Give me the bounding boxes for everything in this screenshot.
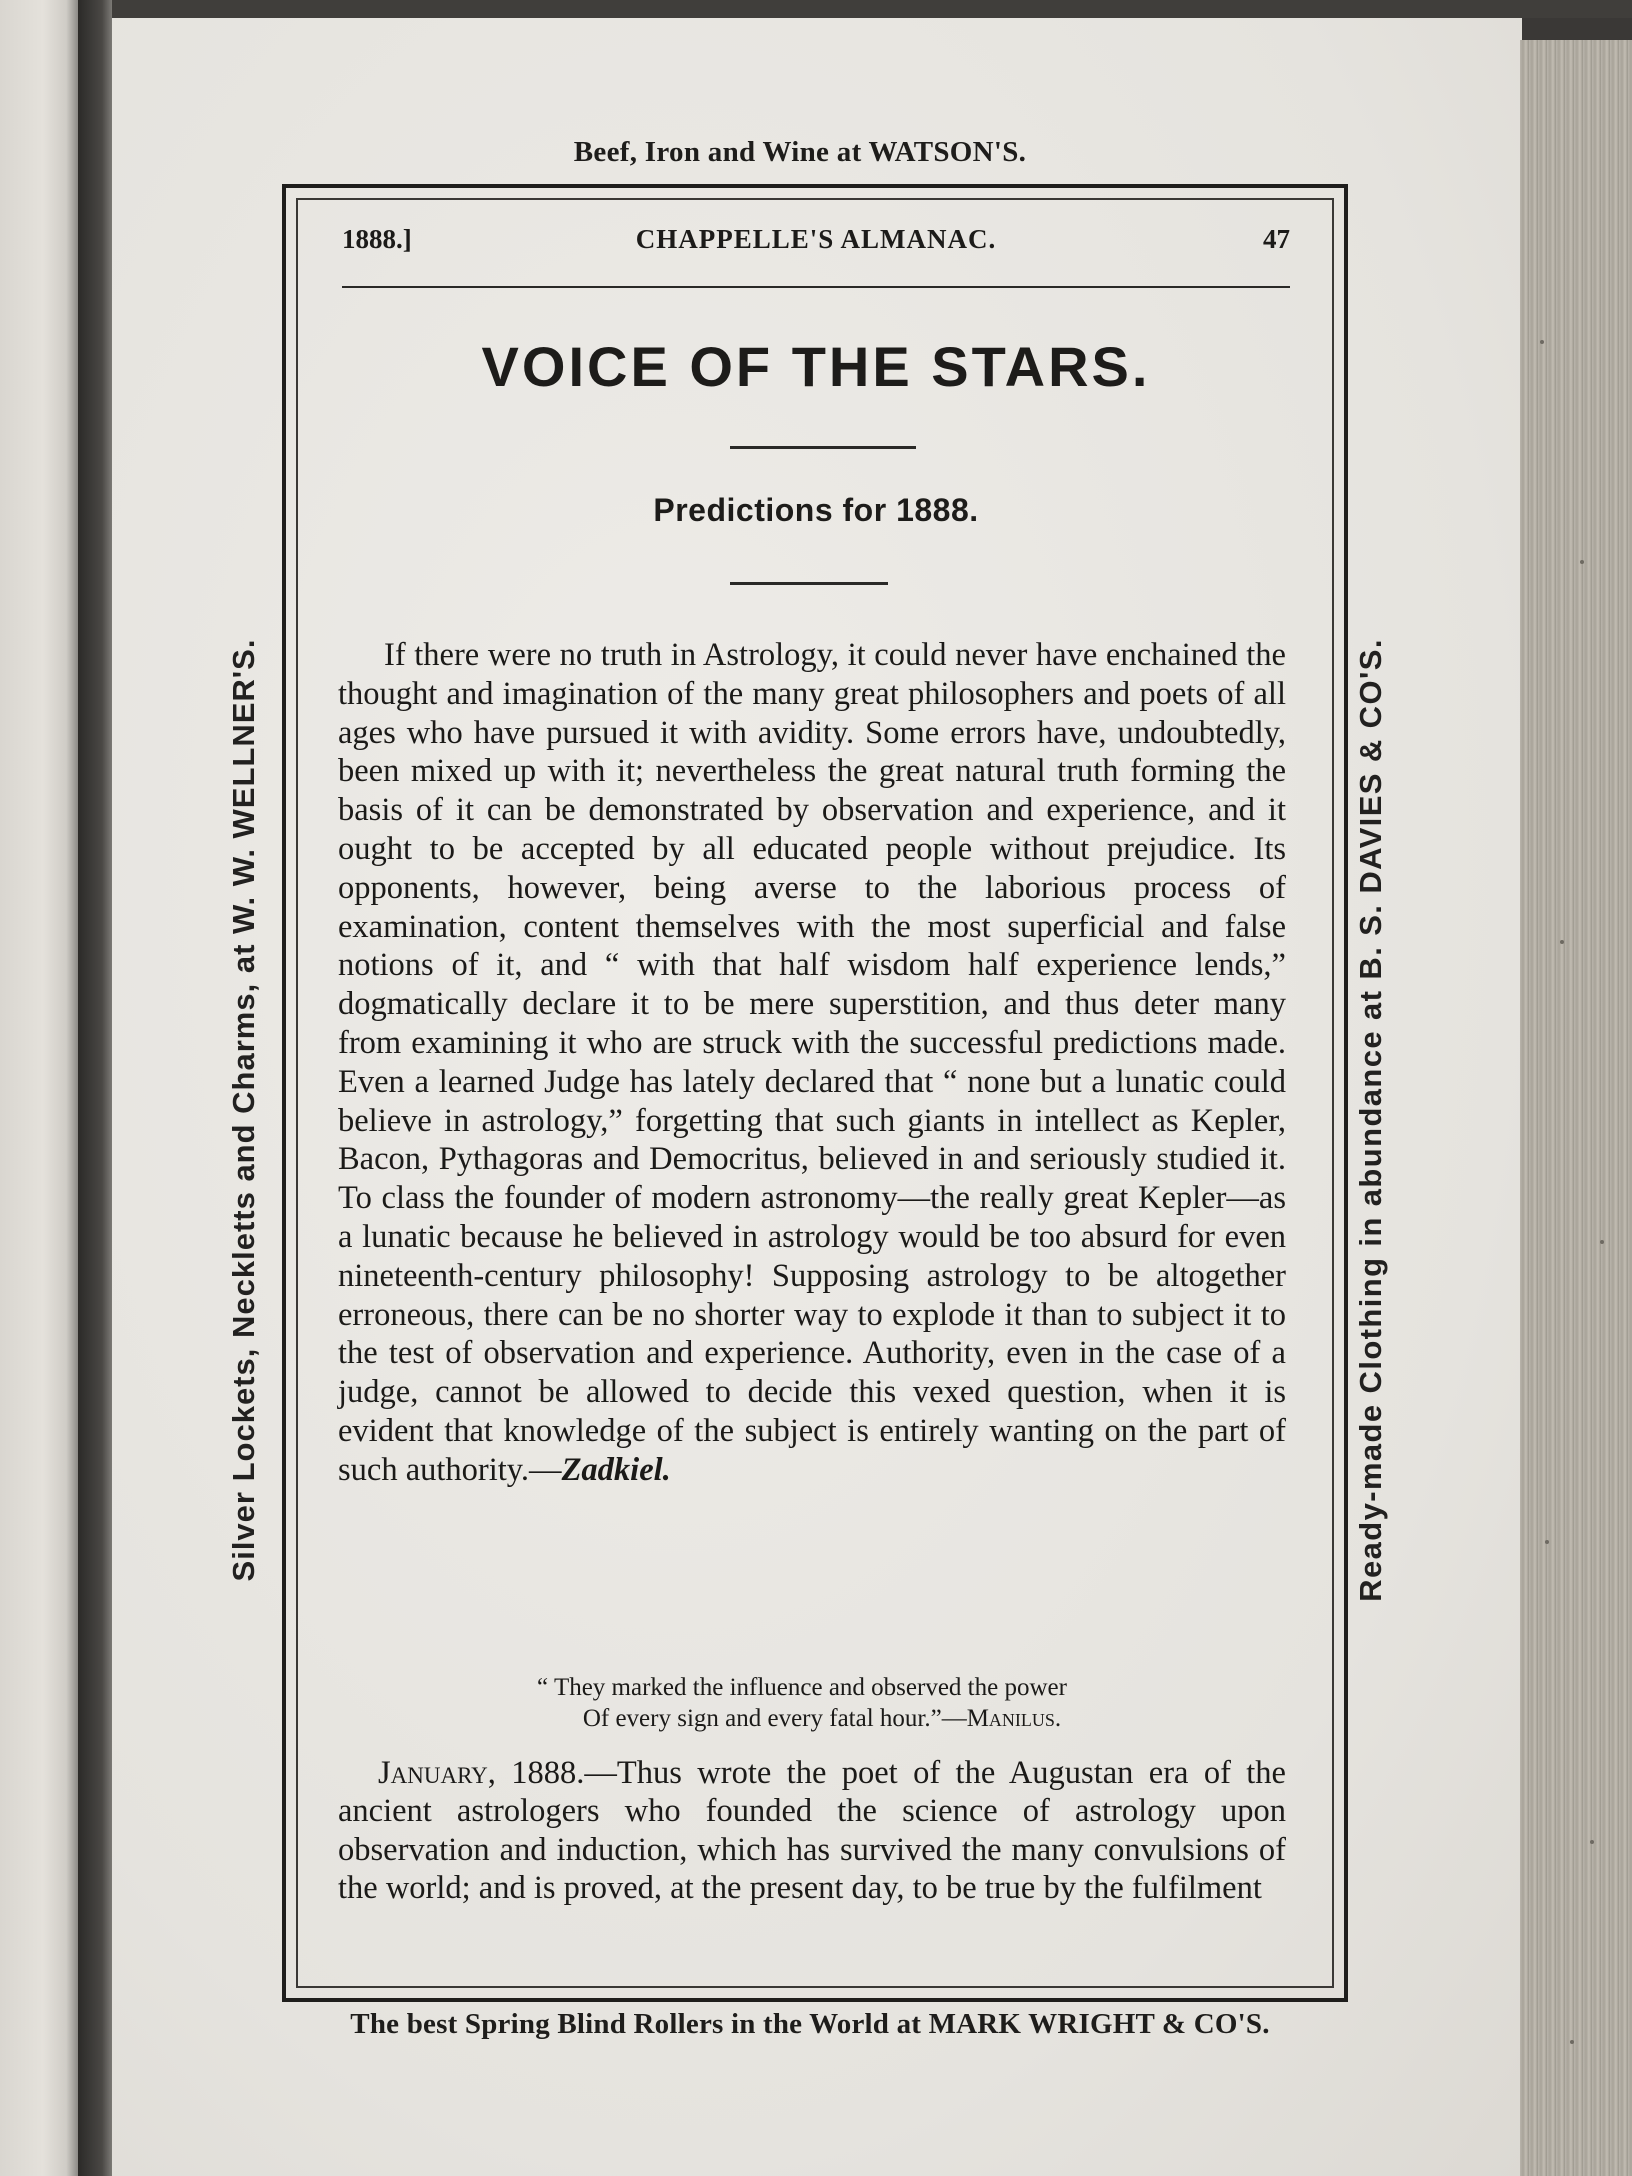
article-body bbox=[338, 636, 1286, 1490]
attribution: Zadkiel. bbox=[561, 1451, 671, 1488]
running-header bbox=[342, 224, 1290, 264]
scan-border bbox=[112, 0, 1632, 18]
january-section bbox=[338, 1754, 1286, 1908]
facing-page bbox=[0, 0, 78, 2176]
article-subtitle: Predictions for 1888. bbox=[653, 492, 979, 528]
top-advertisement: Beef, Iron and Wine at WATSON'S. bbox=[573, 136, 1027, 168]
month-lead: January, 1888. bbox=[378, 1755, 585, 1791]
verse-author: Manilus. bbox=[966, 1705, 1062, 1732]
almanac-name: CHAPPELLE'S ALMANAC. bbox=[635, 224, 997, 254]
header-rule bbox=[342, 286, 1290, 288]
verse-line: “ They marked the influence and observed the power bbox=[537, 1674, 1067, 1701]
article-title: VOICE OF THE STARS. bbox=[481, 335, 1151, 398]
left-side-advertisement: Silver Lockets, Neckletts and Charms, at W. W. WELLNER'S. bbox=[226, 638, 261, 1582]
verse-quote bbox=[338, 1672, 1286, 1734]
header-year: 1888.] bbox=[342, 224, 412, 254]
paragraph: January, 1888.—Thus wrote the poet of the Augustan era of the ancient astrologers who founded the science of astrology upon observation and induction, which has survived the many convulsions of the world; and is proved, at the present day, to be true by the fulfilment bbox=[338, 1755, 1286, 1907]
page-number: 47 bbox=[1263, 224, 1290, 254]
bottom-advertisement: The best Spring Blind Rollers in the World at MARK WRIGHT & CO'S. bbox=[350, 2008, 1270, 2040]
paragraph: If there were no truth in Astrology, it could never have enchained the thought and imagination of the many great philosophers and poets of all ages who have pursued it with avidity. Some errors have, undoubtedly, been mixed up with it; nevertheless the great natural truth forming the basis of it can be demonstrated by observation and experience, and it ought to be accepted by all educated people without prejudice. Its opponents, however, being averse to the laborious process of examination, content themselves with the most superficial and false notions of it, and “ with that half wisdom half experience lends,” dogmatically declare it to be mere superstition, and thus deter many from examining it who are struck with the successful predictions made. Even a learned Judge has lately declared that “ none but a lunatic could believe in astrology,” forgetting that such giants in intellect as Kepler, Bacon, Pythagoras and Democritus, believed in and seriously studied it. To class the founder of modern astronomy—the really great Kepler—as a lunatic because he believed in astrology would be too absurd for even nineteenth-century philosophy! Supposing astrology to be altogether erroneous, there can be no shorter way to explode it than to subject it to the test of observation and experience. Authority, even in the case of a judge, cannot be allowed to decide this vexed question, when it is evident that knowledge of the subject is entirely wanting on the part of such authority.—Zadkiel. bbox=[338, 637, 1286, 1488]
subtitle-divider bbox=[730, 582, 888, 585]
right-side-advertisement: Ready-made Clothing in abundance at B. S. DAVIES & CO'S. bbox=[1353, 638, 1388, 1602]
title-divider bbox=[730, 446, 916, 449]
page-edges bbox=[1520, 40, 1632, 2176]
verse-line: Of every sign and every fatal hour.”—Manilus. bbox=[582, 1705, 1062, 1732]
